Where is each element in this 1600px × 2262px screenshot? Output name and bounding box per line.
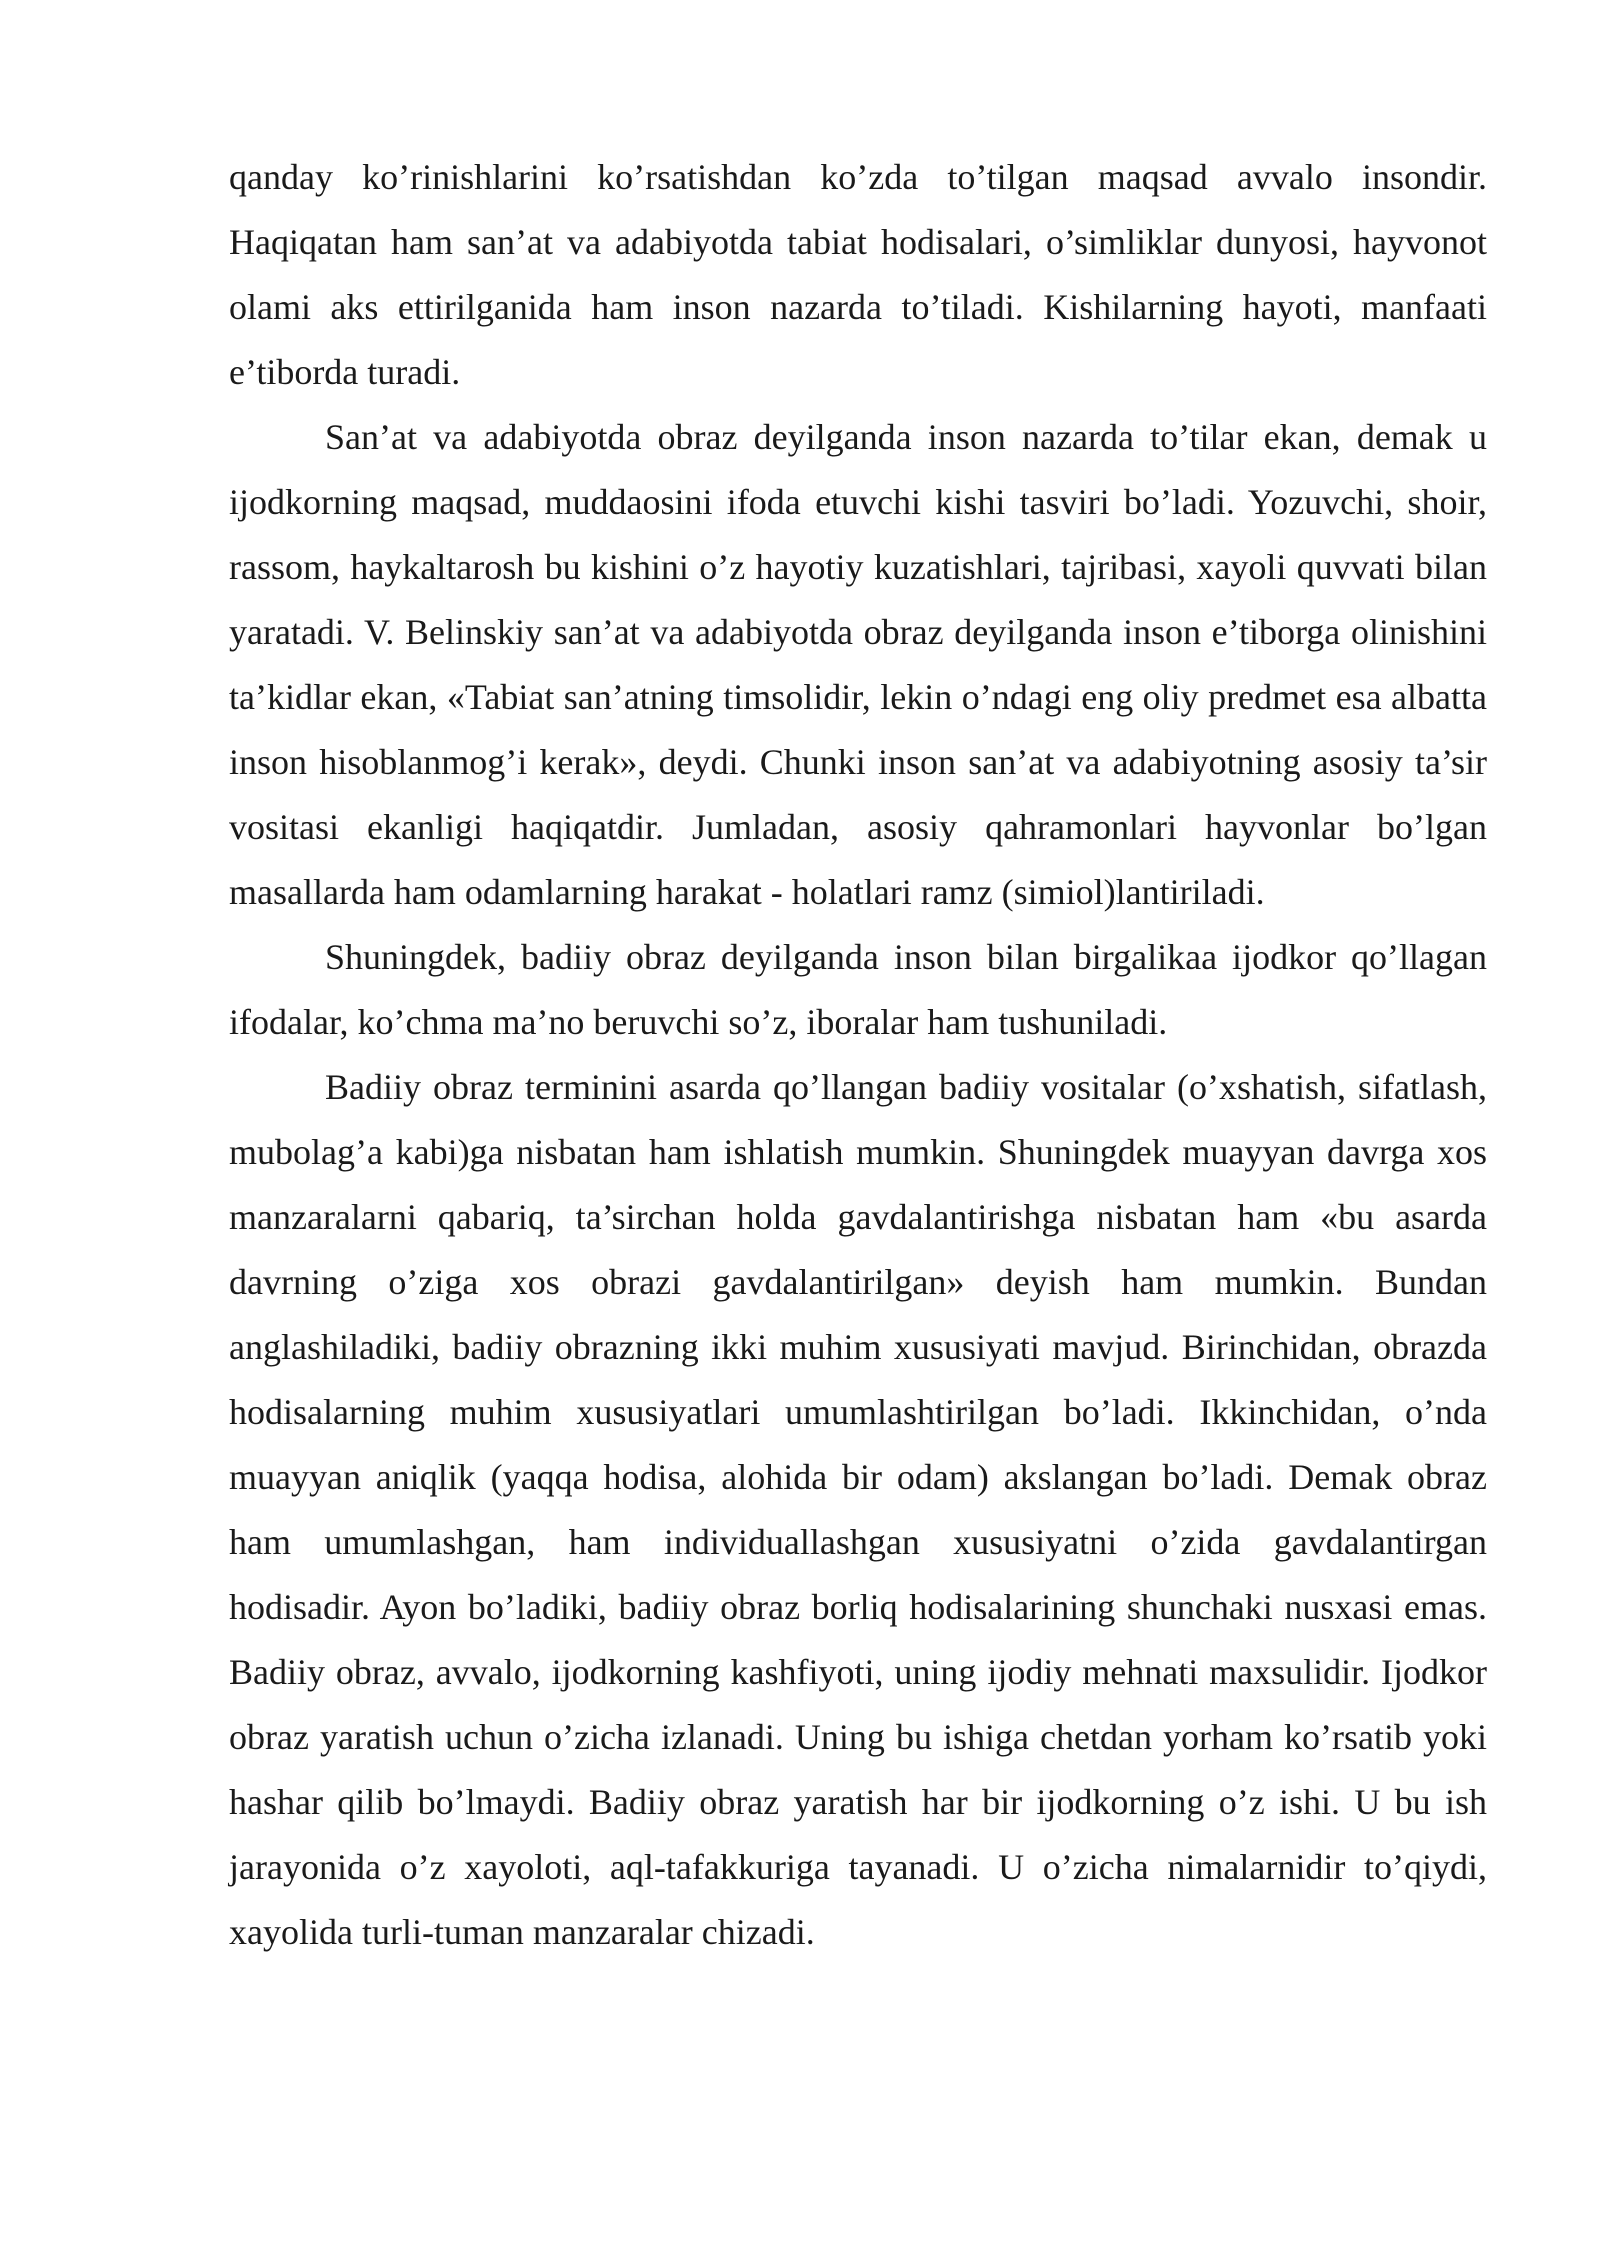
paragraph-obraz-definition: San’at va adabiyotda obraz deyilganda inson nazarda to’tilar ekan, demak u ijodkorning maqsad, muddaosini ifoda etuvchi kishi tasviri bo’ladi. Yozuvchi, shoir, rassom, haykaltarosh bu kishini o’z hayotiy kuzatishlari, tajribasi, xayoli quvvati bilan yaratadi. V. Belinskiy san’at va adabiyotda obraz deyilganda inson e’tiborga olinishini ta’kidlar ekan, «Tabiat san’atning timsolidir, lekin o’ndagi eng oliy predmet esa albatta inson hisoblanmog’i kerak», deydi. Chunki inson san’at va adabiyotning asosiy ta’sir vositasi ekanligi haqiqatdir. Jumladan, asosiy qahramonlari hayvonlar bo’lgan masallarda ham odamlarning harakat - holatlari ramz (simiol)lantiriladi. — [229, 417, 1487, 912]
paragraph-badiiy-obraz: Shuningdek, badiiy obraz deyilganda inson bilan birgalikaa ijodkor qo’llagan ifodalar, ko’chma ma’no beruvchi so’z, iboralar ham tushuniladi. — [229, 937, 1487, 1042]
paragraph-continuation: qanday ko’rinishlarini ko’rsatishdan ko’zda to’tilgan maqsad avvalo insondir. Haqiqatan ham san’at va adabiyotda tabiat hodisalari, o’simliklar dunyosi, hayvonot olami aks ettirilganida ham inson nazarda to’tiladi. Kishilarning hayoti, manfaati e’tiborda turadi. — [229, 157, 1487, 392]
paragraph-badiiy-obraz-term: Badiiy obraz terminini asarda qo’llangan badiiy vositalar (o’xshatish, sifatlash, mubolag’a kabi)ga nisbatan ham ishlatish mumkin. Shuningdek muayyan davrga xos manzaralarni qabariq, ta’sirchan holda gavdalantirishga nisbatan ham «bu asarda davrning o’ziga xos obrazi gavdalantirilgan» deyish ham mumkin. Bundan anglashiladiki, badiiy obrazning ikki muhim xususiyati mavjud. Birinchidan, obrazda hodisalarning muhim xususiyatlari umumlashtirilgan bo’ladi. Ikkinchidan, o’nda muayyan aniqlik (yaqqa hodisa, alohida bir odam) akslangan bo’ladi. Demak obraz ham umumlashgan, ham individuallashgan xususiyatni o’zida gavdalantirgan hodisadir. Ayon bo’ladiki, badiiy obraz borliq hodisalarining shunchaki nusxasi emas. Badiiy obraz, avvalo, ijodkorning kashfiyoti, uning ijodiy mehnati maxsulidir. Ijodkor obraz yaratish uchun o’zicha izlanadi. Uning bu ishiga chetdan yorham ko’rsatib yoki hashar qilib bo’lmaydi. Badiiy obraz yaratish har bir ijodkorning o’z ishi. U bu ish jarayonida o’z xayoloti, aql-tafakkuriga tayanadi. U o’zicha nimalarnidir to’qiydi, xayolida turli-tuman manzaralar chizadi. — [229, 1067, 1487, 1952]
document-page — [229, 145, 1487, 1965]
